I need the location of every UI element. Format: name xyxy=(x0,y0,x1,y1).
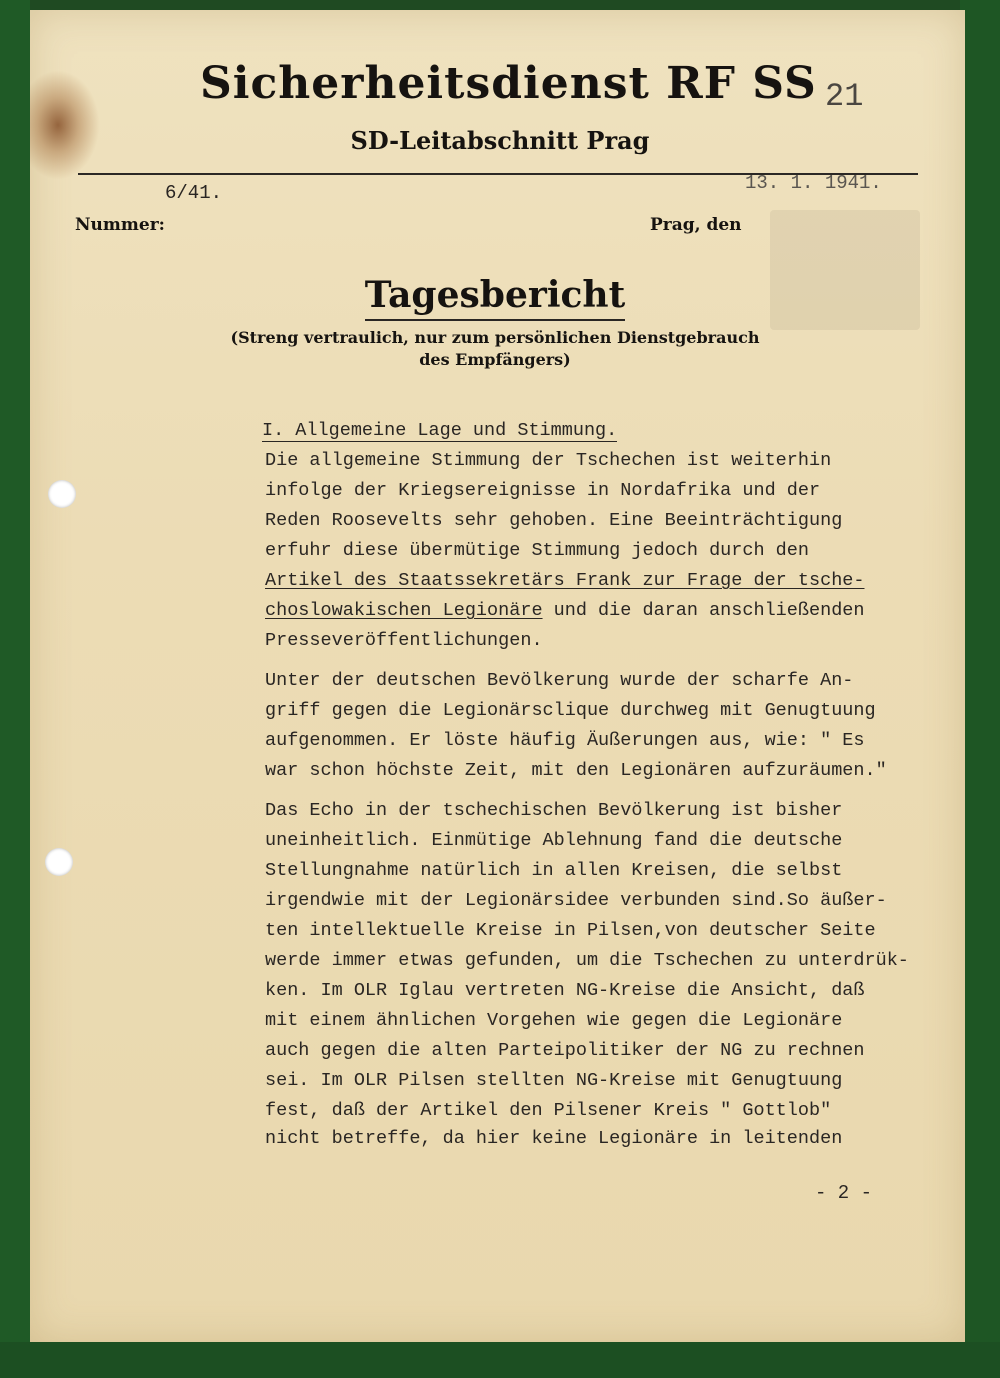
green-frame-bottom xyxy=(0,1342,1000,1378)
bleed-through-smudge xyxy=(770,210,920,330)
body-line: griff gegen die Legionärsclique durchweg mit Genugtuung xyxy=(265,700,876,721)
document-page xyxy=(30,10,965,1342)
body-line-underlined: Artikel des Staatssekretärs Frank zur Frage der tsche- xyxy=(265,570,865,591)
body-line: ken. Im OLR Iglau vertreten NG-Kreise die Ansicht, daß xyxy=(265,980,865,1001)
underlined-phrase: choslowakischen Legionäre xyxy=(265,600,543,621)
body-line: sei. Im OLR Pilsen stellten NG-Kreise mit Genugtuung xyxy=(265,1070,843,1091)
body-line: Stellungnahme natürlich in allen Kreisen, die selbst xyxy=(265,860,843,881)
body-line: auch gegen die alten Parteipolitiker der NG zu rechnen xyxy=(265,1040,865,1061)
body-line: erfuhr diese übermütige Stimmung jedoch durch den xyxy=(265,540,809,561)
report-title xyxy=(210,274,780,316)
stamp-number: 21 xyxy=(825,78,864,115)
body-line: war schon höchste Zeit, mit den Legionären aufzuräumen." xyxy=(265,760,887,781)
rust-stain xyxy=(30,70,100,180)
body-line: mit einem ähnlichen Vorgehen wie gegen die Legionäre xyxy=(265,1010,843,1031)
confidential-note-line1: (Streng vertraulich, nur zum persönlichen Dienstgebrauch xyxy=(230,328,760,347)
body-line: Unter der deutschen Bevölkerung wurde der scharfe An- xyxy=(265,670,854,691)
body-line: irgendwie mit der Legionärsidee verbunden sind.So äußer- xyxy=(265,890,887,911)
letterhead-title: Sicherheitsdienst RF SS xyxy=(200,58,817,109)
number-label: Nummer: xyxy=(75,215,165,235)
body-line: nicht betreffe, da hier keine Legionäre in leitenden xyxy=(265,1128,843,1149)
body-line: Das Echo in der tschechischen Bevölkerung ist bisher xyxy=(265,800,843,821)
section-heading-text: I. Allgemeine Lage und Stimmung. xyxy=(262,420,618,441)
green-frame-left xyxy=(0,0,30,1378)
body-line: Die allgemeine Stimmung der Tschechen ist weiterhin xyxy=(265,450,832,471)
body-line: Reden Roosevelts sehr gehoben. Eine Beeinträchtigung xyxy=(265,510,843,531)
letterhead-subtitle: SD-Leitabschnitt Prag xyxy=(350,126,650,155)
place-date-label: Prag, den xyxy=(650,215,742,235)
body-line: ten intellektuelle Kreise in Pilsen,von deutscher Seite xyxy=(265,920,876,941)
body-line xyxy=(265,600,865,621)
document-date: 13. 1. 1941. xyxy=(745,172,882,194)
body-line: werde immer etwas gefunden, um die Tschechen zu unterdrük- xyxy=(265,950,909,971)
next-page-marker: - 2 - xyxy=(815,1182,873,1204)
body-line: uneinheitlich. Einmütige Ablehnung fand die deutsche xyxy=(265,830,843,851)
green-frame-right xyxy=(960,0,1000,1378)
punch-hole-upper xyxy=(48,480,76,508)
body-line: infolge der Kriegsereignisse in Nordafrika und der xyxy=(265,480,821,501)
document-number: 6/41. xyxy=(165,182,223,204)
section-heading xyxy=(262,420,617,441)
punch-hole-lower xyxy=(45,848,73,876)
body-line: aufgenommen. Er löste häufig Äußerungen aus, wie: " Es xyxy=(265,730,865,751)
body-line-tail: und die daran anschließenden xyxy=(542,600,865,621)
body-line: fest, daß der Artikel den Pilsener Kreis " Gottlob" xyxy=(265,1100,832,1121)
body-line: Presseveröffentlichungen. xyxy=(265,630,543,651)
report-title-text: Tagesbericht xyxy=(365,274,625,321)
confidential-note-line2: des Empfängers) xyxy=(419,350,571,369)
